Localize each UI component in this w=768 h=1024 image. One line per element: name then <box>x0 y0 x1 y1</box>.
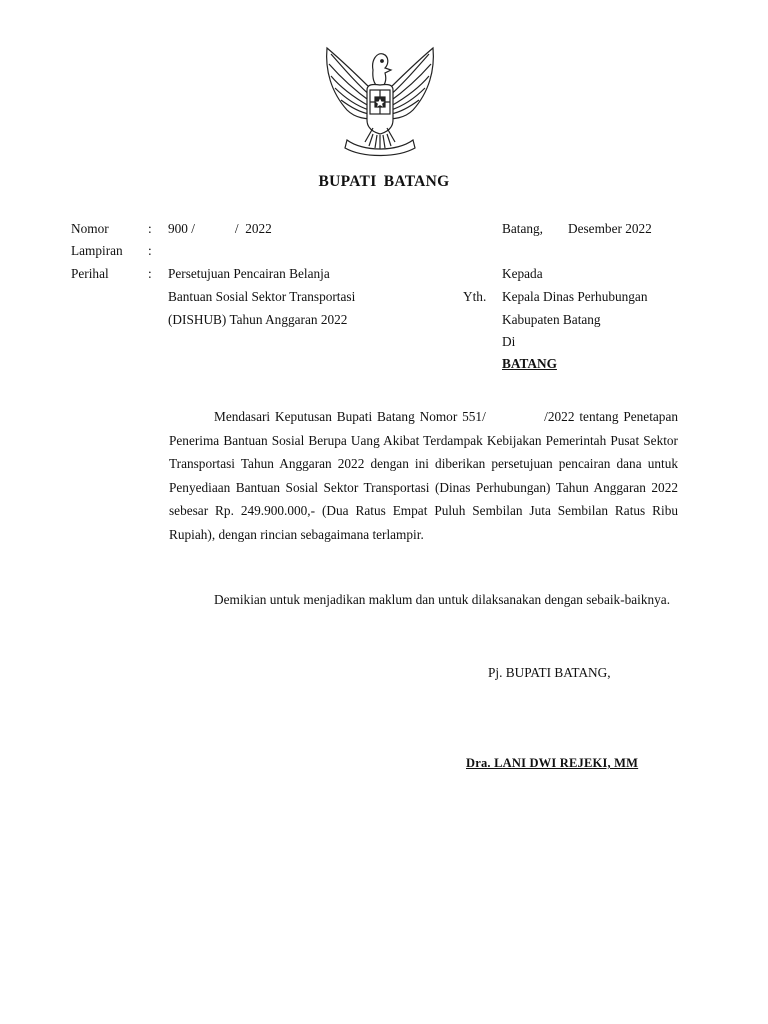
signature-name: Dra. LANI DWI REJEKI, MM <box>466 756 639 770</box>
body-paragraph-2 <box>169 588 678 612</box>
recipient-di: Di <box>502 334 516 349</box>
page-title: BUPATI BATANG <box>318 173 450 190</box>
perihal-colon: : <box>148 266 152 281</box>
perihal-line: (DISHUB) Tahun Anggaran 2022 <box>168 312 348 327</box>
date-place: Batang, <box>502 221 543 236</box>
body-paragraph-1-text: Mendasari Keputusan Bupati Batang Nomor 551/ /2022 tentang Penetapan Penerima Bantuan Sosial Berupa Uang Akibat Terdampak Kebijakan Pemerintah Pusat Sektor Transportasi Tahun Anggaran 2022 dengan ini diberikan persetujuan pencairan dana untuk Penyediaan Bantuan Sosial Sektor Transportasi (Dinas Perhubungan) Tahun Anggaran 2022 sebesar Rp. 249.900.000,- (Dua Ratus Empat Puluh Sembilan Juta Sembilan Ratus Ribu Rupiah), dengan rincian sebagaimana terlampir. <box>169 409 682 542</box>
nomor-value: 900 / / 2022 <box>168 221 272 236</box>
recipient-city: BATANG <box>502 356 557 371</box>
body-paragraph-1 <box>169 405 682 547</box>
signature-title: Pj. BUPATI BATANG, <box>488 665 611 680</box>
lampiran-colon: : <box>148 243 152 258</box>
nomor-colon: : <box>148 221 152 236</box>
date-month-year: Desember 2022 <box>568 221 652 236</box>
garuda-emblem-icon <box>317 40 443 160</box>
perihal-line: Bantuan Sosial Sektor Transportasi <box>168 289 356 304</box>
recipient-yth: Yth. <box>463 289 487 304</box>
body-paragraph-2-text: Demikian untuk menjadikan maklum dan untuk dilaksanakan dengan sebaik-baiknya. <box>214 592 671 607</box>
nomor-label: Nomor <box>71 221 109 236</box>
recipient-kepada: Kepada <box>502 266 543 281</box>
perihal-line: Persetujuan Pencairan Belanja <box>168 266 330 281</box>
recipient-line: Kepala Dinas Perhubungan <box>502 289 648 304</box>
lampiran-label: Lampiran <box>71 243 123 258</box>
recipient-line: Kabupaten Batang <box>502 312 601 327</box>
perihal-label: Perihal <box>71 266 109 281</box>
